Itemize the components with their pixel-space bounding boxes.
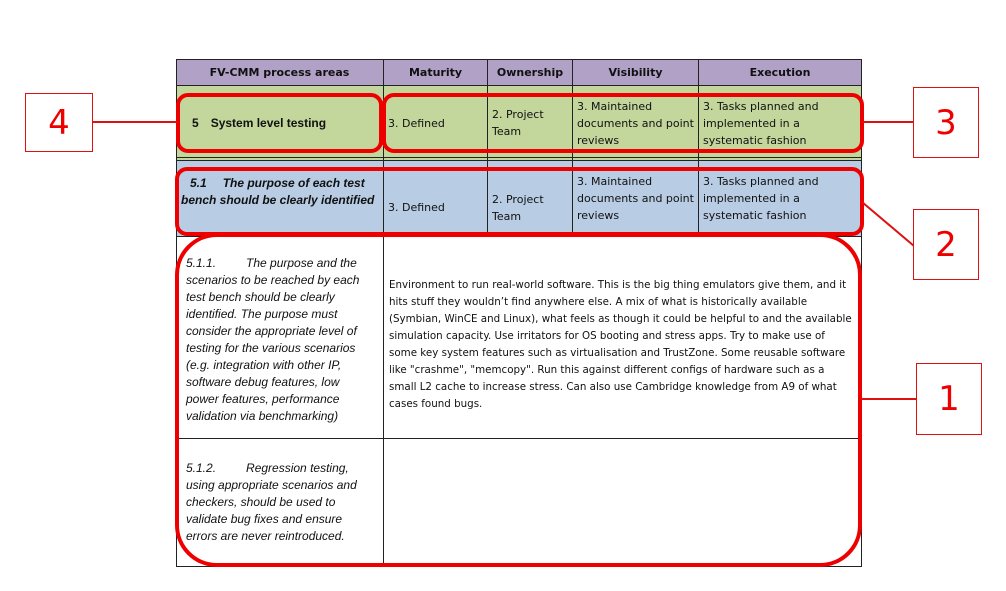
subsection-visibility-cell	[573, 161, 699, 237]
header-process-areas: FV-CMM process areas	[176, 59, 384, 86]
callout-2: 2	[913, 209, 979, 280]
callout-2-connector	[860, 198, 920, 250]
subsection-visibility: 3. Maintained documents and point reviews	[577, 175, 694, 222]
callout-1: 1	[916, 363, 982, 435]
detail-1-notes: Environment to run real-world software. This is the big thing emulators give them, and it hits stuff they wouldn’t find anywhere else. A mix of what is historically available (Symbian, WinCE and Linux), what feels as though it could be helpful to and the available simulation capacity. Use irritators for OS booting and stress apps. Try to make use of some key system features such as virtualisation and TrustZone. Some reusable software like "crashme", "memcopy". Run this against different configs of hardware such as a small L2 cache to increase stress. Can also use Cambridge knowledge from A9 of what cases found bugs.	[389, 279, 852, 410]
section-number: 5	[192, 115, 199, 130]
subsection-ownership: 2. Project Team	[492, 192, 544, 223]
detail-2-text-cell	[176, 439, 384, 567]
subsection-maturity-cell	[384, 161, 488, 237]
section-execution-cell	[699, 86, 862, 161]
header-visibility: Visibility	[573, 59, 699, 86]
detail-2-notes	[384, 439, 861, 455]
callout-4-connector	[92, 121, 178, 123]
section-ownership: 2. Project Team	[492, 108, 544, 138]
section-maturity: 3. Defined	[388, 116, 445, 130]
callout-1-connector	[862, 398, 917, 400]
subsection-maturity: 3. Defined	[388, 201, 445, 214]
subsection-execution: 3. Tasks planned and implemented in a systematic fashion	[703, 175, 819, 222]
subsection-execution-cell	[699, 161, 862, 237]
section-visibility-cell	[573, 86, 699, 161]
detail-1-number: 5.1.1.	[186, 256, 217, 270]
process-area-table	[176, 59, 862, 567]
detail-1-text-cell	[176, 237, 384, 439]
header-maturity: Maturity	[384, 59, 488, 86]
subsection-title-cell	[176, 161, 384, 237]
section-maturity-cell	[384, 86, 488, 161]
detail-1-text: The purpose and the scenarios to be reached by each test bench should be clearly identified. The purpose must consider the appropriate level of testing for the various scenarios (e.g. integration with other IP, software debug features, low power features, performance validation via benchmarking)	[186, 256, 360, 423]
subsection-title: The purpose of each test bench should be clearly identified	[181, 176, 375, 207]
header-ownership: Ownership	[488, 59, 573, 86]
section-execution: 3. Tasks planned and implemented in a systematic fashion	[703, 99, 819, 147]
detail-2-number: 5.1.2.	[186, 461, 217, 475]
subsection-number: 5.1	[190, 176, 207, 190]
detail-1-notes-cell	[384, 237, 862, 439]
section-visibility: 3. Maintained documents and point reviews	[577, 99, 694, 147]
section-title-cell	[176, 86, 384, 161]
detail-2-notes-cell	[384, 439, 862, 567]
header-execution: Execution	[699, 59, 862, 86]
callout-4: 4	[25, 93, 93, 152]
row-separator	[176, 157, 862, 158]
callout-3-connector	[862, 121, 914, 123]
section-ownership-cell	[488, 86, 573, 161]
subsection-ownership-cell	[488, 161, 573, 237]
detail-2-text: Regression testing, using appropriate scenarios and checkers, should be used to validate bug fixes and ensure errors are never reintroduced.	[186, 461, 357, 543]
callout-3: 3	[913, 87, 979, 158]
section-title: System level testing	[210, 115, 327, 130]
